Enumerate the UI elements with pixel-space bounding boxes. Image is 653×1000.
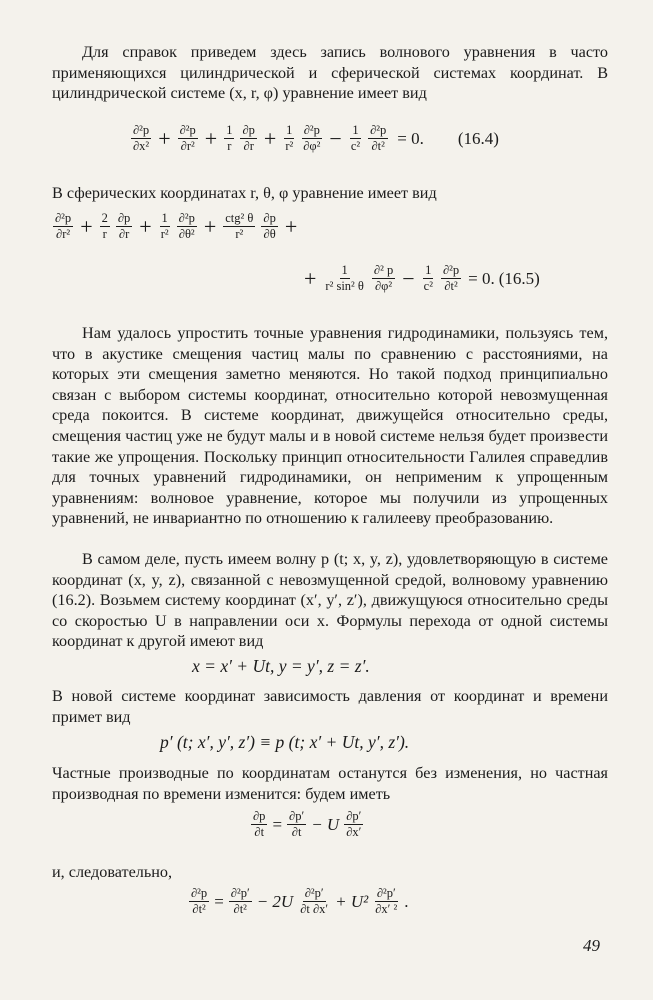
equation-second-derivative: $\frac{\text{∂²p}}{\text{∂t²}}$ = $\frac{\text{∂²p′}}{\text{∂t²}}$ − 2U ∂²p′ ∂t ∂x′ + U² ∂²p′ ∂x′ ² . [191, 886, 409, 916]
fraction: $\frac{1}{\text{r²}}$ [160, 211, 169, 241]
fraction: ∂p ∂r [117, 211, 131, 241]
fraction: $\frac{1}{r}$ [226, 123, 233, 153]
fraction: ∂²p ∂φ² [303, 123, 321, 153]
fraction: $\frac{\partial p}{\partial t}$ [253, 809, 266, 839]
fraction: $\frac{2}{r}$ [101, 211, 108, 241]
fraction: ∂²p ∂θ² [178, 211, 195, 241]
paragraph-new-system: В новой системе координат зависимость давления от координат и времени примет вид [52, 687, 608, 726]
fraction: ∂²p ∂r² [55, 211, 72, 241]
equation-16-5-line1: ∂²p ∂r² + $\frac{2}{r}$ ∂p ∂r + $\frac{1}{\text{r²}}$ ∂²p ∂θ² + ctg² θ r² ∂p ∂θ + [55, 211, 298, 241]
fraction: ∂²p′ ∂t ∂x′ [300, 886, 329, 916]
fraction: ∂² p ∂φ² [373, 263, 394, 293]
fraction: ∂²p ∂x² [133, 123, 150, 153]
equation-16-4: ∂²p ∂x² + $\frac{\text{∂²p}}{\text{∂r²}}$ + $\frac{1}{r}$ ∂p ∂r + $\frac{1}{\text{r²}}$ ∂²p ∂φ² − $\frac{1}{\text{c²}}$ $\frac{\text{∂²p}}{\text{∂t²}}$ = 0. (16.4) [133, 123, 499, 153]
equation-pressure: p′ (t; x′, y′, z′) ≡ p (t; x′ + Ut, y′, z′). [160, 732, 410, 752]
equation-number: (16.4) [457, 128, 499, 148]
paragraph-consequently: и, следовательно, [52, 863, 173, 881]
paragraph-spherical: В сферических координатах r, θ, φ уравнение имеет вид [52, 184, 437, 202]
paragraph-intro: Для справок приведем здесь запись волнового уравнения в часто применяющихся цилиндрической и сферической системах координат. В цилиндрической системе (x, r, φ) уравнение имеет вид [52, 43, 608, 103]
fraction: ∂²p′ ∂x′ ² [375, 886, 398, 916]
fraction: $\frac{\text{∂²p}}{\text{∂r²}}$ [179, 123, 196, 153]
equation-transform: x = x′ + Ut, y = y′, z = z′. [192, 656, 370, 676]
fraction: ∂p′ ∂x′ [346, 809, 362, 839]
fraction: ctg² θ r² [225, 211, 254, 241]
page-number: 49 [583, 936, 600, 955]
fraction: $\frac{\text{∂²p}}{\text{∂t²}}$ [370, 123, 387, 153]
fraction: $\frac{\partial p'}{\partial t}$ [289, 809, 305, 839]
fraction: $\frac{1}{\text{r² sin² θ}}$ [325, 263, 364, 293]
fraction: $\frac{\text{∂²p}}{\text{∂t²}}$ [442, 263, 460, 293]
equation-number: (16.5) [498, 268, 540, 288]
paragraph-wave: В самом деле, пусть имеем волну p (t; x, y, z), удовлетворяющую в системе координат (x, y, z), связанной с невозмущенной средой, волновому уравнению (16.2). Возьмем систему координат (x′, y′, z′), движущуюся относительно среды со скоростью U в направлении оси x. Формулы перехода от одной системы координат к другой имеют вид [52, 550, 608, 651]
fraction: ∂p ∂r [242, 123, 255, 153]
equation-time-derivative: $\frac{\partial p}{\partial t}$ = $\frac{\partial p'}{\partial t}$ − U ∂p′ ∂x′ [253, 809, 362, 839]
fraction: $\frac{1}{\text{c²}}$ [350, 123, 361, 153]
fraction: $\frac{\text{∂²p′}}{\text{∂t²}}$ [230, 886, 250, 916]
equation-16-5-line2: + $\frac{1}{\text{r² sin² θ}}$ ∂² p ∂φ² − $\frac{1}{\text{c²}}$ $\frac{\text{∂²p}}{\text{∂t²}}$ = 0. (16.5) [304, 263, 540, 293]
fraction: $\frac{1}{\text{c²}}$ [423, 263, 433, 293]
fraction: $\frac{1}{\text{r²}}$ [285, 123, 294, 153]
paragraph-derivatives: Частные производные по координатам останутся без изменения, но частная производная по времени изменится: будем иметь [52, 764, 608, 803]
fraction: $\frac{\text{∂²p}}{\text{∂t²}}$ [191, 886, 208, 916]
paragraph-galileo: Нам удалось упростить точные уравнения гидродинамики, пользуясь тем, что в акустике смещения частиц малы по сравнению с расстояниями, на которых эти смещения заметно меняются. Но такой подход принципиально связан с выбором системы координат, относительно которой невозмущенная среда покоится. В системе координат, движущейся относительно среды, смещения частиц уже не будут малы и в новой системе нельзя будет произвести такие же упрощения. Поскольку принцип относительности Галилея справедлив для точных уравнений гидродинамики, он неприменим к упрощенным уравнениям: волновое уравнение, которое мы получили из упрощенных уравнений, не инвариантно по отношению к галилееву преобразованию. [52, 324, 608, 528]
fraction: ∂p ∂θ [263, 211, 276, 241]
